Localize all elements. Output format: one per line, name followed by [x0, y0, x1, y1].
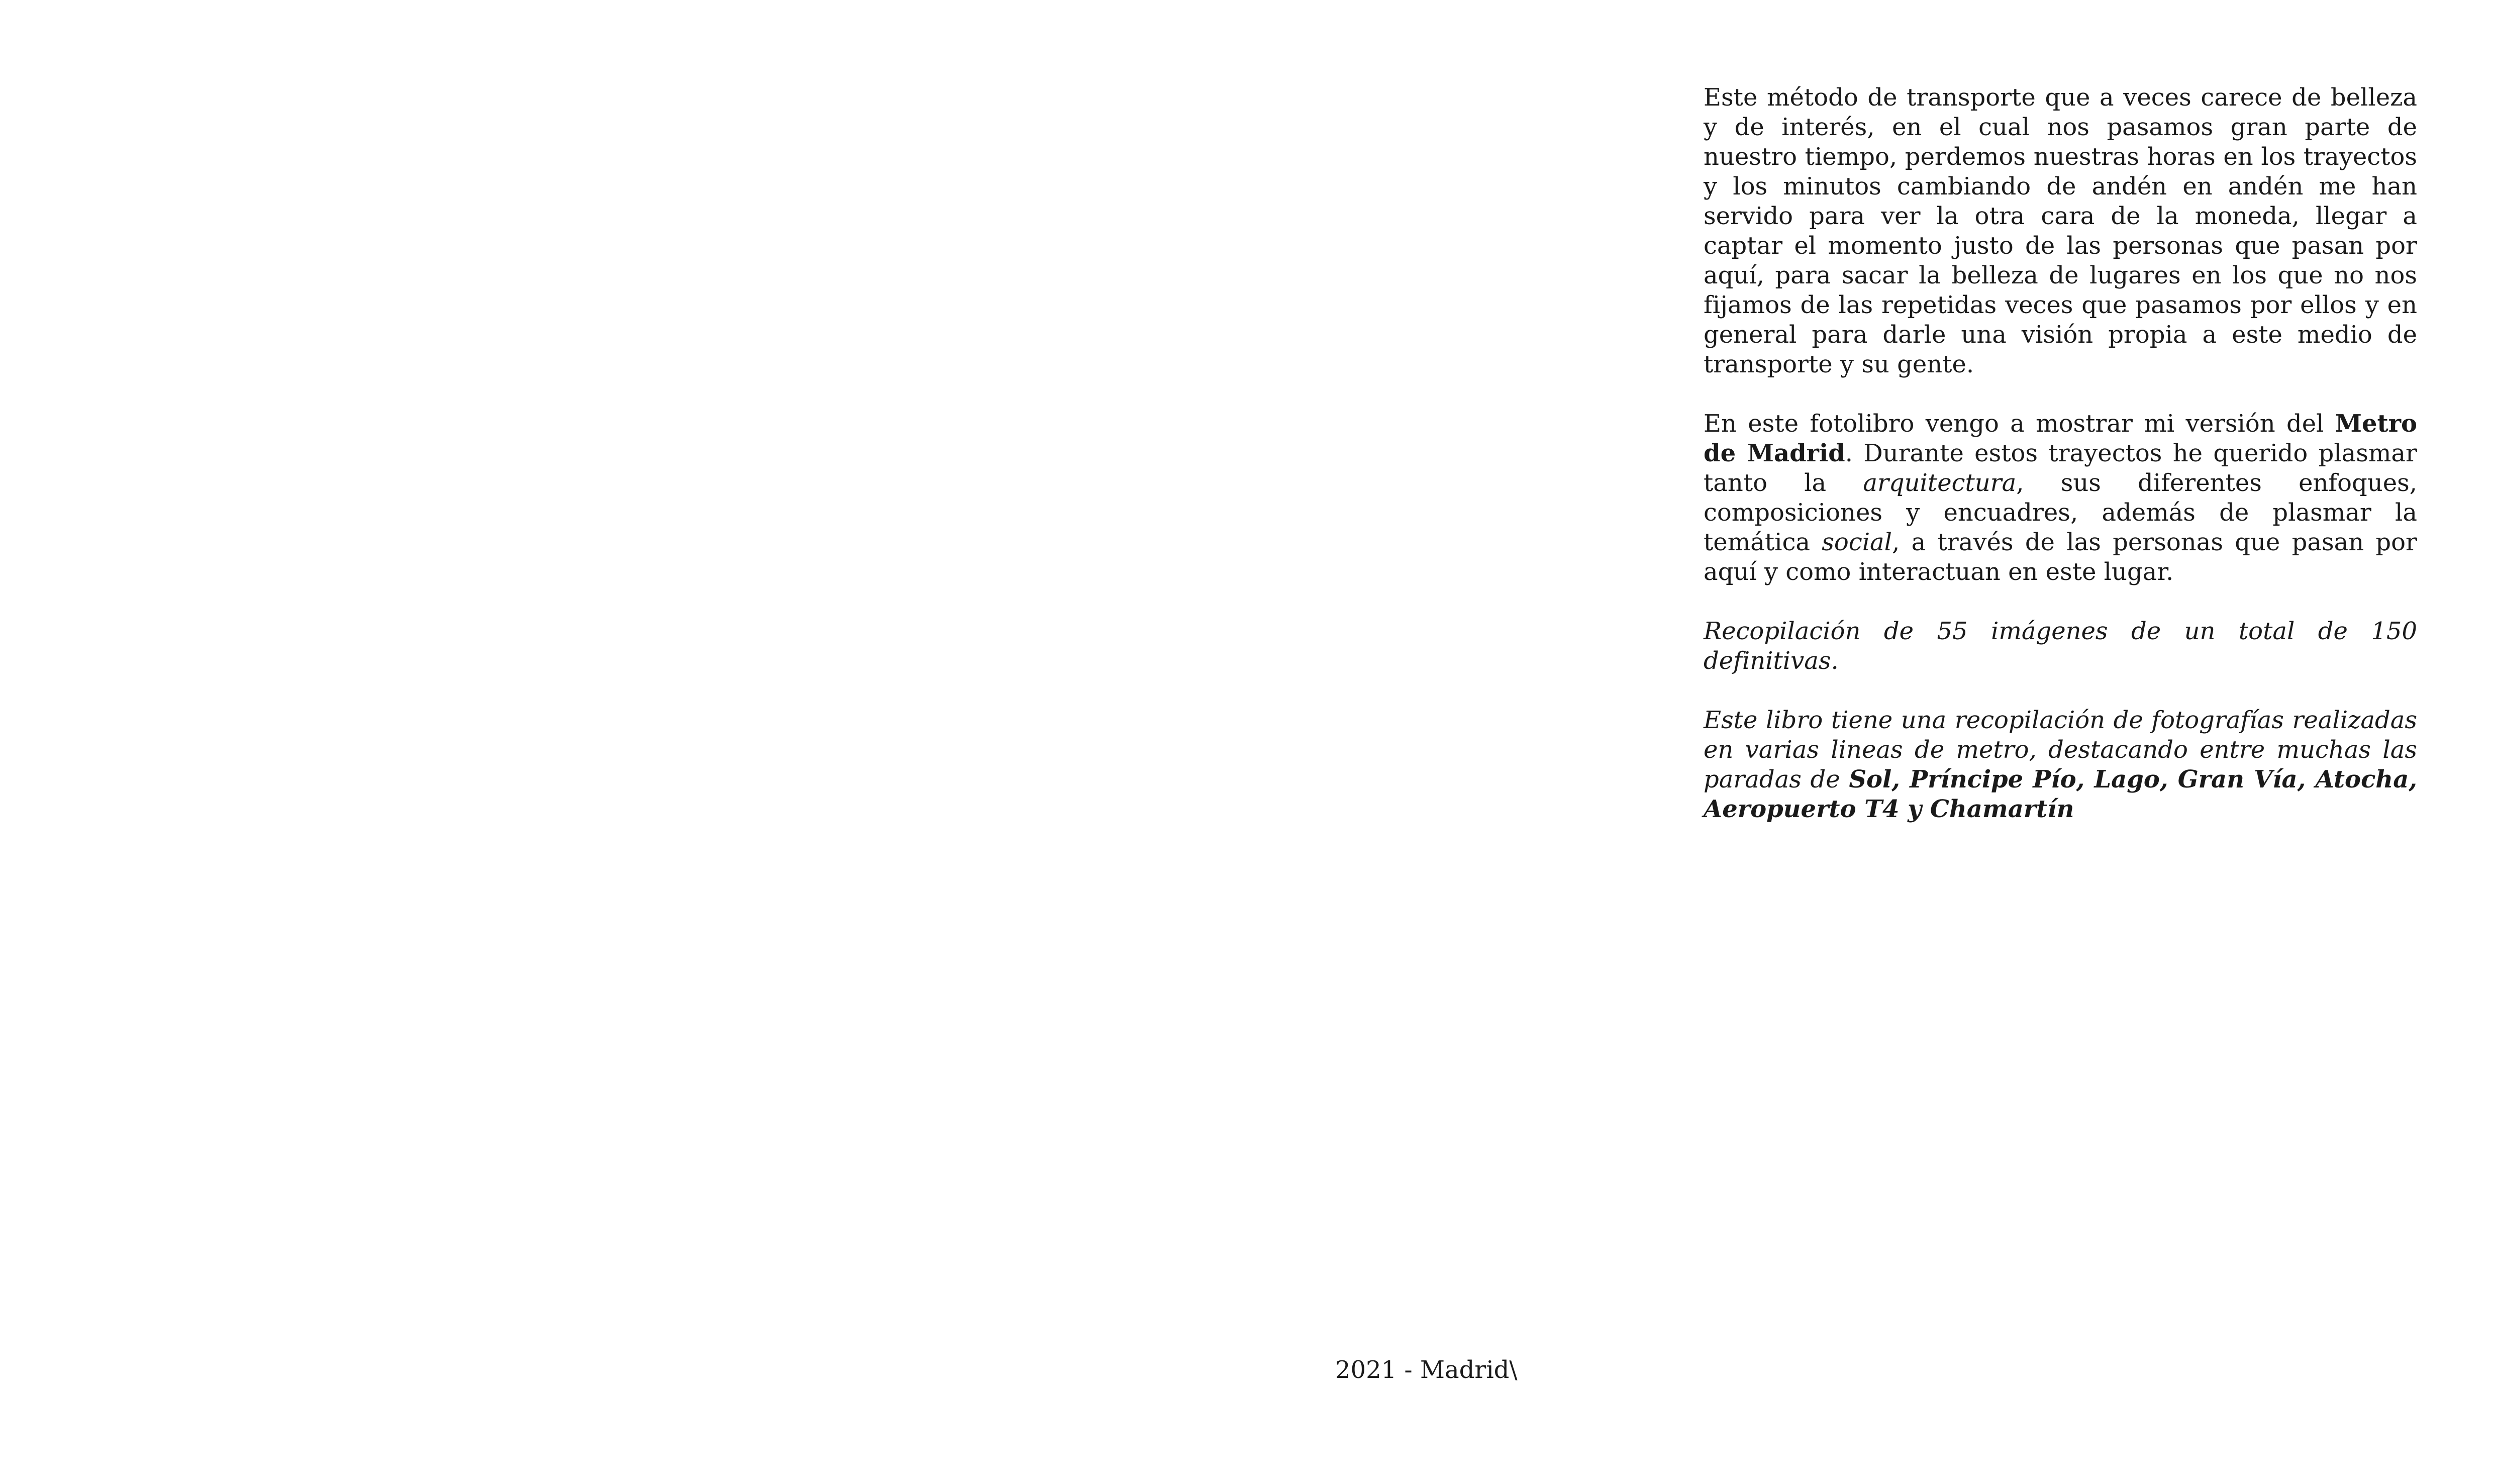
- second-paragraph-text: . Durante estos trayectos he querido plasmar tanto la: [1704, 439, 2417, 497]
- footer-year-place: 2021 - Madrid\: [1335, 1356, 1518, 1384]
- stations-paragraph: [1704, 706, 2417, 824]
- social-italic: social: [1822, 528, 1892, 556]
- compilation-note: Recopilación de 55 imágenes de un total de 150 definitivas.: [1704, 617, 2417, 675]
- metro-de-madrid-bold: Metro de Madrid: [1704, 410, 2417, 467]
- stations-list: Sol, Príncipe Pío, Lago, Gran Vía, Atocha, Aeropuerto T4 y Chamartín: [1704, 765, 2418, 823]
- intro-paragraph: Este método de transporte que a veces carece de belleza y de interés, en el cual nos pasamos gran parte de nuestro tiempo, perdemos nuestras horas en los trayectos y los minutos cambiando de andén en andén me han servido para ver la otra cara de la moneda, llegar a captar el momento justo de las personas que pasan por aquí, para sacar la belleza de lugares en los que no nos fijamos de las repetidas veces que pasamos por ellos y en general para darle una visión propia a este medio de transporte y su gente.: [1704, 83, 2417, 378]
- second-paragraph: [1704, 409, 2417, 587]
- second-paragraph-text: , sus diferentes enfoques, composiciones y encuadres, además de plasmar la temática: [1704, 469, 2417, 556]
- second-paragraph-text: En este fotolibro vengo a mostrar mi versión del: [1704, 410, 2335, 438]
- second-paragraph-text: , a través de las personas que pasan por aquí y como interactuan en este lugar.: [1704, 528, 2417, 586]
- text-column: [1704, 83, 2417, 824]
- arquitectura-italic: arquitectura: [1863, 469, 2017, 497]
- stations-intro: Este libro tiene una recopilación de fotografías realizadas en varias lineas de metro, destacando entre muchas las paradas de: [1704, 706, 2417, 794]
